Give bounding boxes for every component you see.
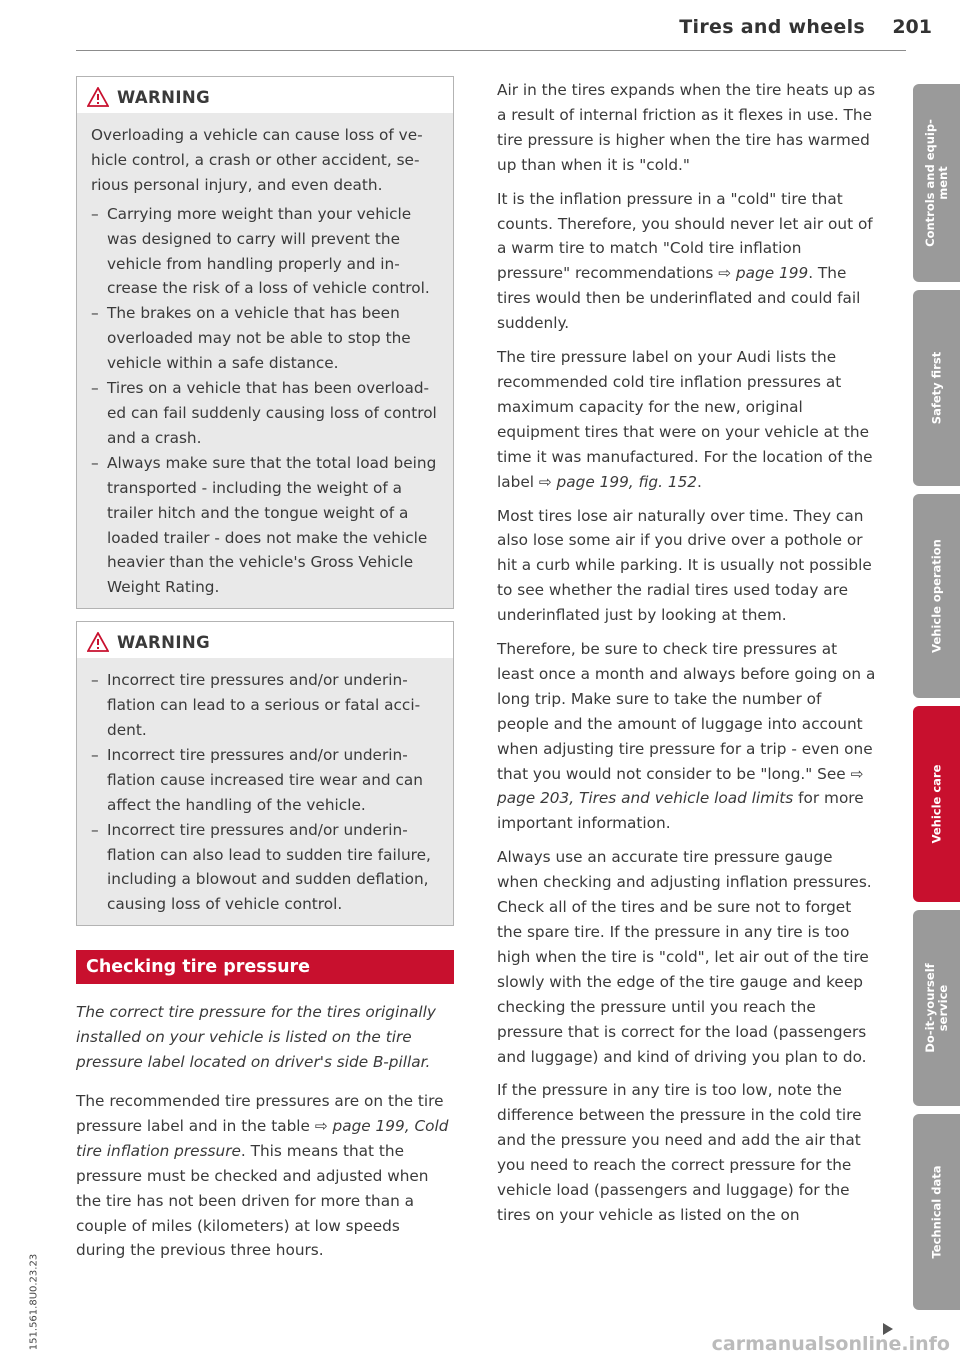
- tab-label: Vehicle operation: [929, 539, 943, 653]
- page-reference-link[interactable]: ⇨ page 199, Cold tire inflation pressure: [76, 1116, 449, 1160]
- paragraph: [497, 345, 877, 494]
- left-column: [76, 76, 454, 1272]
- tab-do-it-yourself-service[interactable]: [913, 910, 960, 1106]
- paragraph: [497, 187, 877, 336]
- page-reference-link[interactable]: ⇨ page 203, Tires and vehicle load limits: [497, 764, 864, 808]
- section-paragraph: [76, 1089, 454, 1263]
- warning-item: – Carrying more weight than your vehicle was designed to carry will prevent the vehicle from handling properly and increase the risk of a loss of vehicle control.: [91, 202, 439, 302]
- warning-item: – Incorrect tire pressures and/or underinflation can also lead to sudden tire failure, including a blowout and sudden deflation, causing loss of vehicle control.: [91, 818, 439, 918]
- warning-body: [77, 113, 453, 608]
- text: Therefore, be sure to check tire pressures at least once a month and always before going on a long trip. Make sure to take the number of people and the amount of luggage into account when adjusting tire pressure for a trip - even one that you would not consider to be "long." See: [497, 640, 876, 783]
- text: for more important information.: [497, 789, 864, 833]
- warning-item: – Always make sure that the total load being transported - including the weight of a trailer hitch and the tongue weight of a loaded trailer - does not make the vehicle heavier than the vehicle's Gross Vehicle Weight Rating.: [91, 451, 439, 600]
- paragraph: [497, 637, 877, 836]
- tab-vehicle-operation[interactable]: [913, 494, 960, 698]
- paragraph: Most tires lose air naturally over time. They can also lose some air if you drive over a pothole or hit a curb while parking. It is usually not possible to see whether the radial tires used today are underinflated just by looking at them.: [497, 506, 872, 625]
- warning-triangle-icon: [87, 87, 109, 107]
- warning-intro: Overloading a vehicle can cause loss of vehicle control, a crash or other accident, serious personal injury, and even death.: [91, 126, 423, 194]
- text: The tire pressure label on your Audi lists the recommended cold tire inflation pressures at maximum capacity for the new, original equipment tires that were on your vehicle at the time it was manufactured. For the location of the label: [497, 348, 873, 491]
- text: . This means that the pressure must be checked and adjusted when the tire has not been driven for more than a couple of miles (kilometers) at low speeds during the previous three hours.: [76, 1141, 429, 1260]
- tab-technical-data[interactable]: [913, 1114, 960, 1310]
- warning-header: [77, 622, 453, 658]
- page-reference-link[interactable]: ⇨ page 199: [718, 264, 809, 283]
- text: It is the inflation pressure in a "cold" tire that counts. Therefore, you should never let air out of a warm tire to match "Cold tire inflation pressure" recommendations: [497, 189, 873, 283]
- tab-label: Vehicle care: [929, 764, 943, 844]
- text: The recommended tire pressures are on the tire pressure label and in the table: [76, 1092, 444, 1135]
- warning-box-overloading: [76, 76, 454, 609]
- warning-list: [91, 668, 439, 917]
- tab-safety-first[interactable]: [913, 290, 960, 486]
- page-reference-link[interactable]: ⇨ page 199, fig. 152: [538, 472, 698, 491]
- page-number: 201: [892, 16, 932, 38]
- watermark-text: carmanualsonline.info: [711, 1333, 950, 1355]
- warning-body: [77, 658, 453, 925]
- warning-item: – The brakes on a vehicle that has been overloaded may not be able to stop the vehicle within a safe distance.: [91, 301, 439, 376]
- tab-label: Safety first: [929, 351, 943, 425]
- side-code: [24, 1247, 44, 1357]
- side-code-text: 151.561.8U0.23.23: [28, 1253, 40, 1351]
- warning-list: [91, 202, 439, 601]
- warning-triangle-icon: [87, 632, 109, 652]
- section-heading: Checking tire pressure: [76, 950, 454, 984]
- tab-label: Technical data: [929, 1165, 943, 1259]
- warning-item: – Incorrect tire pressures and/or underinflation cause increased tire wear and can affect the handling of the vehicle.: [91, 743, 439, 818]
- warning-item: – Tires on a vehicle that has been overloaded can fail suddenly causing loss of control and a crash.: [91, 376, 439, 451]
- section-lead: The correct tire pressure for the tires originally installed on your vehicle is listed on the tire pressure label located on driver's side B-pillar.: [76, 1003, 436, 1072]
- warning-box-tire-pressure: [76, 621, 454, 926]
- header-rule: [76, 50, 906, 51]
- tab-label: Do-it-yourself service: [922, 963, 950, 1053]
- text: . The tires would then be underinflated and could fail suddenly.: [497, 264, 861, 333]
- warning-item: – Incorrect tire pressures and/or underinflation can lead to a serious or fatal accident.: [91, 668, 439, 743]
- tab-vehicle-care[interactable]: [913, 706, 960, 902]
- paragraph: Always use an accurate tire pressure gauge when checking and adjusting inflation pressures. Check all of the tires and be sure not to forget the spare tire. If the pressure in any tire is too high when the tire is "cold", let air out of the tire slowly with the edge of the tire gauge and keep checking the pressure until you reach the pressure that is correct for the load (passengers and luggage) and kind of driving you plan to do.: [497, 848, 872, 1066]
- paragraph: If the pressure in any tire is too low, note the difference between the pressure in the cold tire and the pressure you need and add the air that you need to reach the correct pressure for the vehicle load (passengers and luggage) for the tires on your vehicle as listed on the on: [497, 1081, 862, 1224]
- tab-controls-and-equipment[interactable]: [913, 84, 960, 282]
- right-column: [497, 78, 877, 1237]
- warning-title: WARNING: [117, 87, 211, 107]
- paragraph: Air in the tires expands when the tire heats up as a result of internal friction as it flexes in use. The tire pressure is higher when the tire has warmed up than when it is "cold.": [497, 81, 876, 174]
- tab-label: Controls and equip- ment: [922, 119, 950, 247]
- text: .: [697, 472, 702, 491]
- warning-header: [77, 77, 453, 113]
- running-header-title: Tires and wheels: [679, 16, 865, 38]
- warning-title: WARNING: [117, 632, 211, 652]
